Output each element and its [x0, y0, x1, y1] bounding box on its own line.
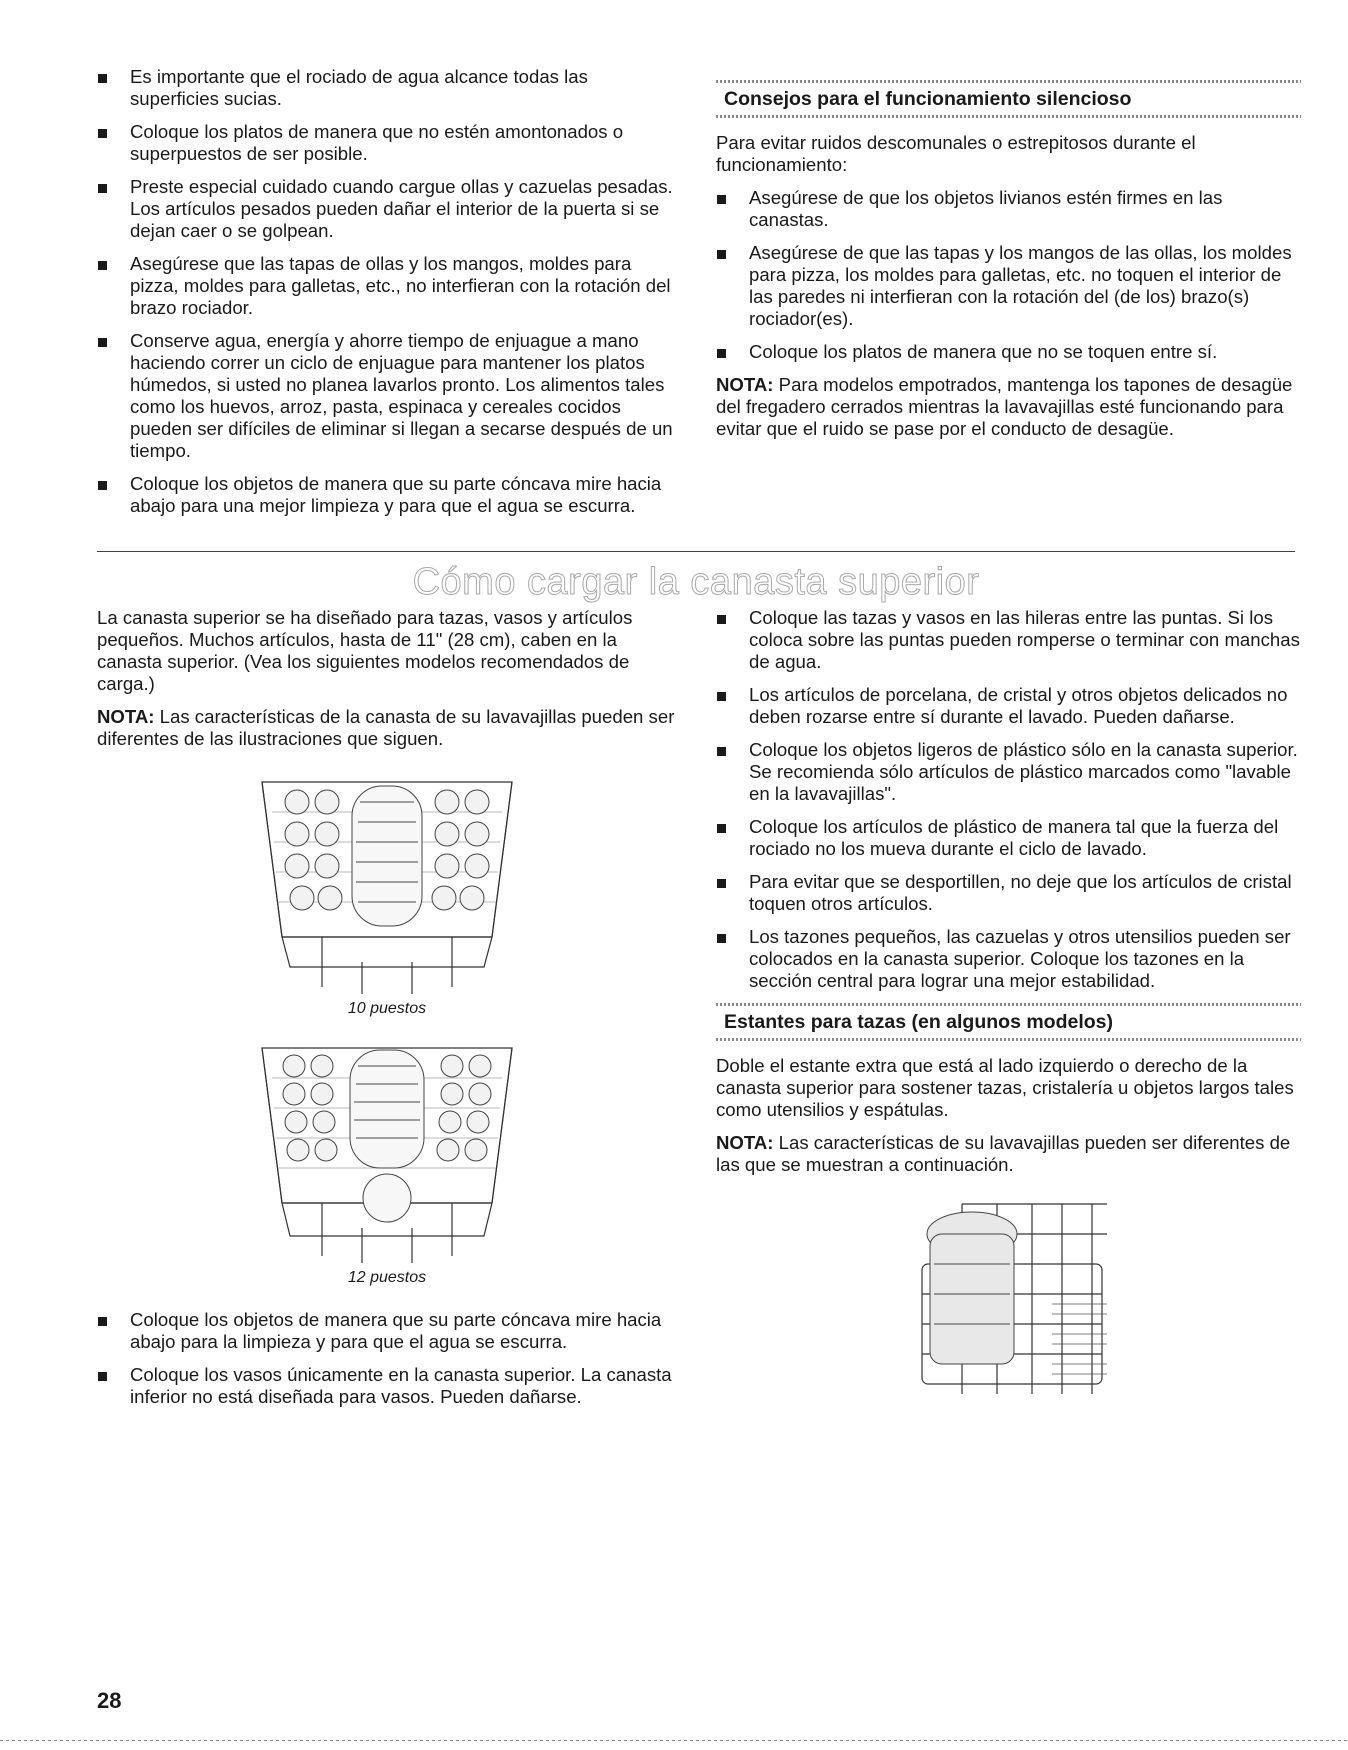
upper-rack-intro: La canasta superior se ha diseñado para tazas, vasos y artículos pequeños. Muchos artículos, hasta de 11" (28 cm), caben en la canasta superior. (Vea los siguientes modelos recomendados de carga.) [97, 607, 633, 694]
note-label: NOTA: [716, 374, 774, 395]
cup-shelves-intro: Doble el estante extra que está al lado izquierdo o derecho de la canasta superior para sostener tazas, cristalería u objetos largos tales como utensilios y espátulas. [716, 1055, 1294, 1120]
list-item: Para evitar que se desportillen, no deje que los artículos de cristal toquen otros artículos. [716, 871, 1301, 915]
list-item: Asegúrese que las tapas de ollas y los mangos, moldes para pizza, moldes para galletas, etc., no interfieran con la rotación del brazo rociador. [97, 253, 677, 319]
list-item: Conserve agua, energía y ahorre tiempo de enjuague a mano haciendo correr un ciclo de enjuague para mantener los platos húmedos, si usted no planea lavarlos pronto. Los alimentos tales como los huevos, arroz, pasta, espinaca y cereales cocidos pueden ser difíciles de eliminar si llegan a secarse después de un tiempo. [97, 330, 677, 462]
loading-tips-list [97, 66, 677, 517]
list-item: Coloque los artículos de plástico de manera tal que la fuerza del rociado no los mueva durante el ciclo de lavado. [716, 816, 1301, 860]
cup-shelves-note [716, 1132, 1301, 1176]
top-left-column [97, 66, 677, 528]
cup-shelf-illustration [912, 1194, 1112, 1404]
list-item: Coloque los vasos únicamente en la canasta superior. La canasta inferior no está diseñada para vasos. Pueden dañarse. [97, 1364, 677, 1408]
list-item: Los tazones pequeños, las cazuelas y otros utensilios pueden ser colocados en la canasta superior. Coloque los tazones en la sección central para lograr una mejor estabilidad. [716, 926, 1301, 992]
note-label: NOTA: [716, 1132, 774, 1153]
section-divider [97, 551, 1295, 552]
list-item: Coloque los objetos de manera que su parte cóncava mire hacia abajo para una mejor limpieza y para que el agua se escurra. [97, 473, 677, 517]
upper-rack-note [97, 706, 677, 750]
bottom-left-column [97, 607, 677, 1419]
figure-10-place-settings [97, 772, 677, 1018]
figure-caption: 10 puestos [347, 1000, 427, 1017]
figure-12-place-settings [97, 1038, 677, 1287]
quiet-operation-note [716, 374, 1301, 440]
bottom-edge-rule [0, 1740, 1348, 1741]
quiet-operation-intro: Para evitar ruidos descomunales o estrepitosos durante el funcionamiento: [716, 132, 1196, 175]
top-right-column [716, 80, 1301, 451]
quiet-operation-heading: Consejos para el funcionamiento silencioso [716, 80, 1301, 118]
list-item: Coloque los platos de manera que no estén amontonados o superpuestos de ser posible. [97, 121, 677, 165]
note-text: Las características de su lavavajillas pueden ser diferentes de las que se muestran a continuación. [716, 1132, 1291, 1175]
list-item: Es importante que el rociado de agua alcance todas las superficies sucias. [97, 66, 677, 110]
upper-rack-12-illustration [252, 1038, 522, 1263]
list-item: Asegúrese de que los objetos livianos estén firmes en las canastas. [716, 187, 1301, 231]
list-item: Coloque las tazas y vasos en las hileras entre las puntas. Si los coloca sobre las puntas pueden romperse o terminar con manchas de agua. [716, 607, 1301, 673]
upper-rack-placement-list [716, 607, 1301, 992]
page-number: 28 [97, 1688, 122, 1713]
list-item: Preste especial cuidado cuando cargue ollas y cazuelas pesadas. Los artículos pesados pueden dañar el interior de la puerta si se dejan caer o se golpean. [97, 176, 677, 242]
note-text: Para modelos empotrados, mantenga los tapones de desagüe del fregadero cerrados mientras la lavavajillas esté funcionando para evitar que el ruido se pase por el conducto de desagüe. [716, 374, 1293, 439]
quiet-operation-list [716, 187, 1301, 363]
upper-rack-tips-list [97, 1309, 677, 1408]
cup-shelves-heading: Estantes para tazas (en algunos modelos) [716, 1003, 1301, 1041]
list-item: Los artículos de porcelana, de cristal y otros objetos delicados no deben rozarse entre sí durante el lavado. Pueden dañarse. [716, 684, 1301, 728]
list-item: Coloque los objetos de manera que su parte cóncava mire hacia abajo para la limpieza y para que el agua se escurra. [97, 1309, 677, 1353]
note-label: NOTA: [97, 706, 155, 727]
list-item: Coloque los platos de manera que no se toquen entre sí. [716, 341, 1301, 363]
bottom-right-column [716, 607, 1301, 1404]
figure-caption: 12 puestos [347, 1269, 427, 1286]
upper-rack-10-illustration [252, 772, 522, 994]
note-text: Las características de la canasta de su lavavajillas pueden ser diferentes de las ilustraciones que siguen. [97, 706, 675, 749]
list-item: Coloque los objetos ligeros de plástico sólo en la canasta superior. Se recomienda sólo artículos de plástico marcados como "lavable en la lavavajillas". [716, 739, 1301, 805]
section-title: Cómo cargar la canasta superior [412, 561, 980, 603]
list-item: Asegúrese de que las tapas y los mangos de las ollas, los moldes para pizza, los moldes para galletas, etc. no toquen el interior de las paredes ni interfieran con la rotación del (de los) brazo(s) rociador(es). [716, 242, 1301, 330]
